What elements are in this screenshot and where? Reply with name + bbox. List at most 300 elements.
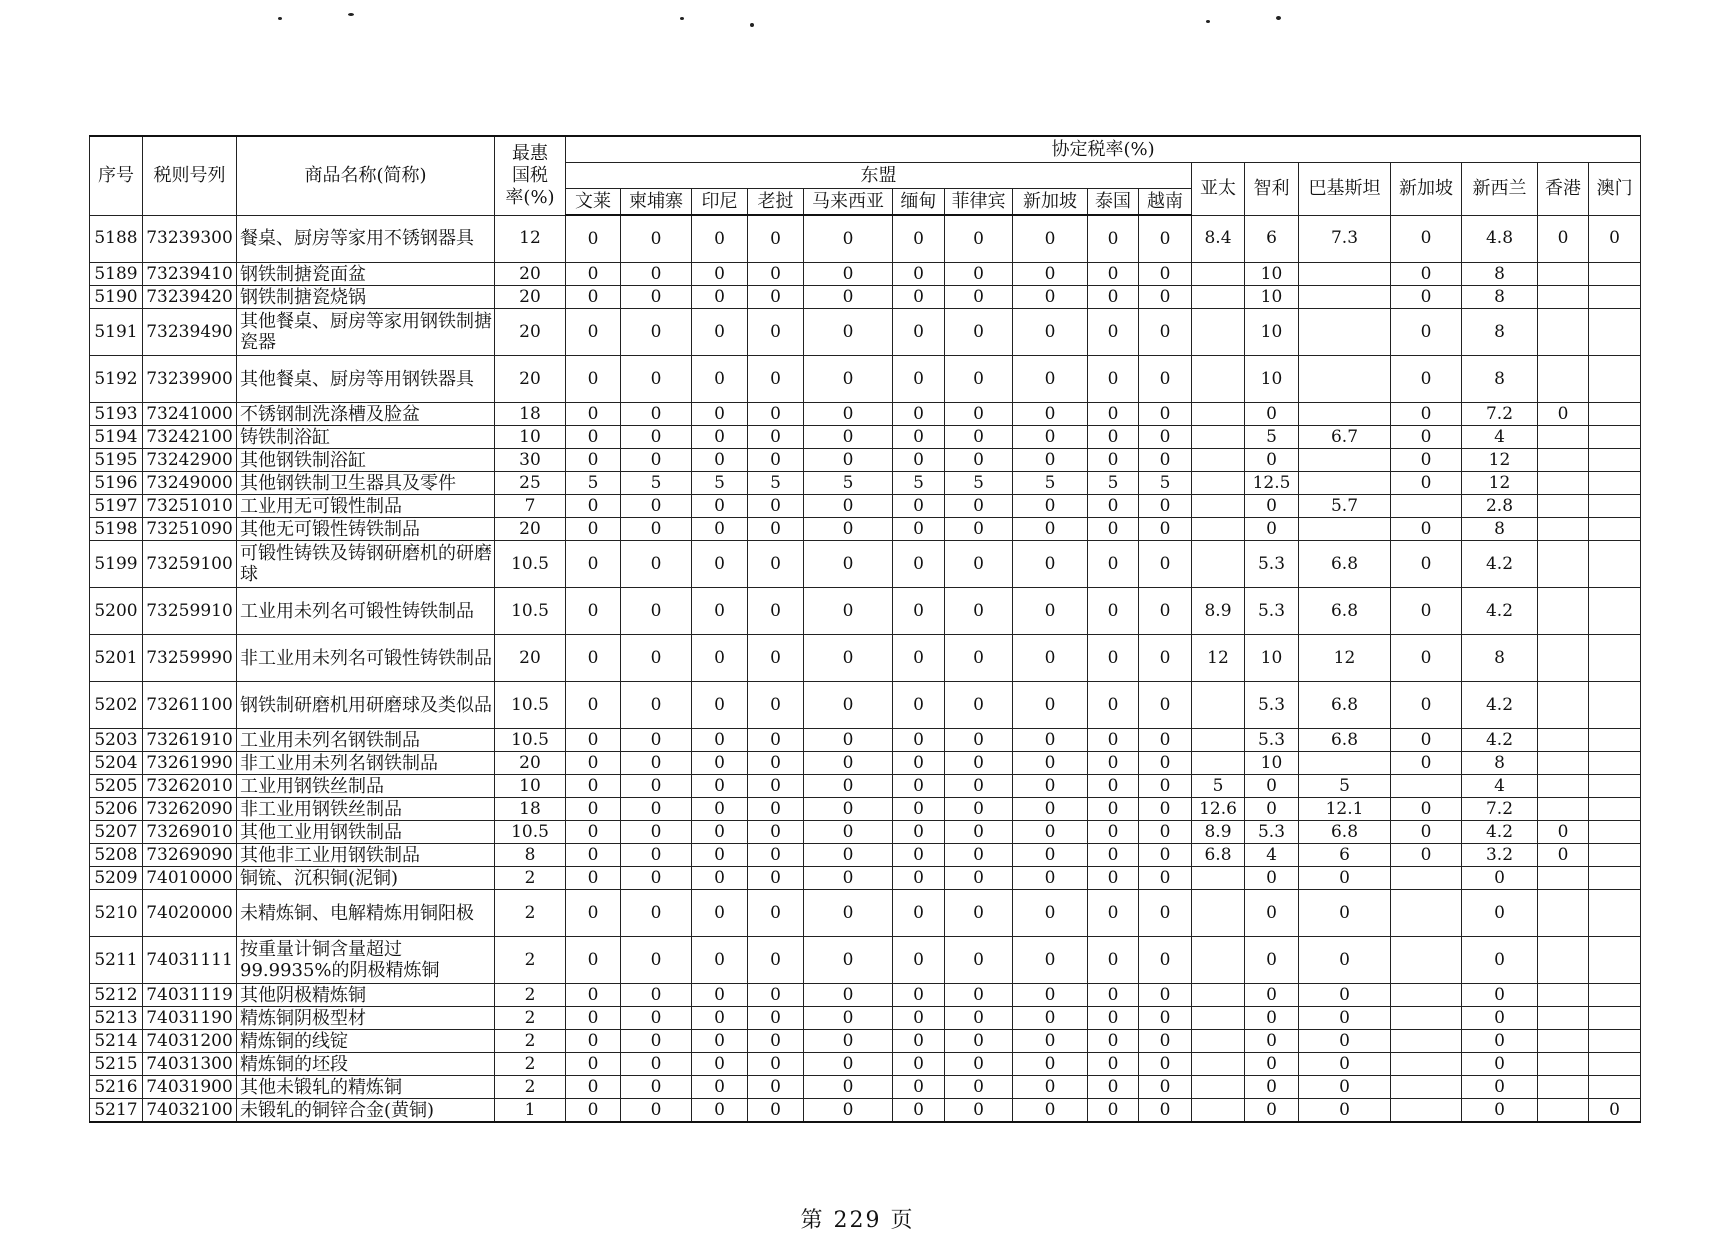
cell-asean-rate: 0 bbox=[945, 403, 1013, 426]
cell-asean-rate: 0 bbox=[804, 984, 893, 1007]
cell-asean-rate: 0 bbox=[804, 937, 893, 984]
cell-other-rate: 0 bbox=[1391, 472, 1462, 495]
cell-mfn: 20 bbox=[495, 752, 566, 775]
cell-code: 73262010 bbox=[143, 775, 237, 798]
cell-asean-rate: 0 bbox=[621, 890, 692, 937]
cell-asean-rate: 0 bbox=[893, 309, 945, 356]
cell-asean-rate: 0 bbox=[1088, 1099, 1139, 1123]
cell-asean-rate: 0 bbox=[893, 682, 945, 729]
scan-speck bbox=[1276, 16, 1281, 20]
cell-asean-rate: 0 bbox=[566, 495, 621, 518]
cell-other-rate bbox=[1192, 1007, 1245, 1030]
cell-seq: 5203 bbox=[90, 729, 143, 752]
cell-asean-rate: 0 bbox=[893, 1076, 945, 1099]
cell-asean-rate: 5 bbox=[621, 472, 692, 495]
cell-other-rate bbox=[1589, 682, 1641, 729]
cell-other-rate: 12 bbox=[1299, 635, 1391, 682]
cell-seq: 5202 bbox=[90, 682, 143, 729]
cell-asean-rate: 0 bbox=[804, 798, 893, 821]
cell-asean-rate: 5 bbox=[1013, 472, 1088, 495]
cell-mfn: 10.5 bbox=[495, 729, 566, 752]
cell-asean-rate: 0 bbox=[566, 1007, 621, 1030]
cell-other-rate: 0 bbox=[1462, 1007, 1538, 1030]
cell-other-rate: 8.9 bbox=[1192, 821, 1245, 844]
cell-asean-rate: 0 bbox=[893, 403, 945, 426]
header-row bbox=[90, 136, 1641, 163]
cell-name: 其他未锻轧的精炼铜 bbox=[237, 1076, 495, 1099]
cell-name: 未锻轧的铜锌合金(黄铜) bbox=[237, 1099, 495, 1123]
cell-other-rate: 0 bbox=[1391, 682, 1462, 729]
cell-asean-rate: 0 bbox=[692, 1099, 748, 1123]
cell-asean-rate: 0 bbox=[893, 263, 945, 286]
cell-mfn: 2 bbox=[495, 1053, 566, 1076]
cell-asean-rate: 0 bbox=[893, 775, 945, 798]
cell-name: 按重量计铜含量超过99.9935%的阴极精炼铜 bbox=[237, 937, 495, 984]
table-row bbox=[90, 449, 1641, 472]
cell-name: 其他钢铁制卫生器具及零件 bbox=[237, 472, 495, 495]
cell-other-rate: 8 bbox=[1462, 356, 1538, 403]
cell-asean-rate: 0 bbox=[1088, 518, 1139, 541]
cell-asean-rate: 0 bbox=[1013, 1030, 1088, 1053]
cell-asean-rate: 0 bbox=[692, 403, 748, 426]
cell-asean-rate: 0 bbox=[566, 403, 621, 426]
cell-asean-rate: 0 bbox=[1139, 403, 1192, 426]
cell-asean-rate: 0 bbox=[566, 356, 621, 403]
cell-other-rate bbox=[1391, 495, 1462, 518]
cell-other-rate: 7.2 bbox=[1462, 798, 1538, 821]
cell-asean-rate: 0 bbox=[1088, 1030, 1139, 1053]
cell-asean-rate: 0 bbox=[804, 263, 893, 286]
cell-asean-rate: 0 bbox=[1088, 1053, 1139, 1076]
cell-seq: 5212 bbox=[90, 984, 143, 1007]
cell-seq: 5198 bbox=[90, 518, 143, 541]
col-header-seq: 序号 bbox=[90, 136, 143, 215]
cell-asean-rate: 0 bbox=[1139, 1053, 1192, 1076]
cell-other-rate: 5.7 bbox=[1299, 495, 1391, 518]
cell-asean-rate: 0 bbox=[1088, 263, 1139, 286]
cell-other-rate: 8 bbox=[1462, 518, 1538, 541]
cell-other-rate bbox=[1192, 403, 1245, 426]
cell-name: 精炼铜阴极型材 bbox=[237, 1007, 495, 1030]
cell-other-rate bbox=[1192, 867, 1245, 890]
cell-asean-rate: 0 bbox=[748, 752, 804, 775]
cell-asean-rate: 0 bbox=[621, 426, 692, 449]
cell-asean-rate: 0 bbox=[804, 729, 893, 752]
cell-other-rate bbox=[1299, 263, 1391, 286]
cell-asean-rate: 0 bbox=[621, 518, 692, 541]
table-row bbox=[90, 937, 1641, 984]
cell-asean-rate: 0 bbox=[893, 588, 945, 635]
table-row bbox=[90, 309, 1641, 356]
cell-other-rate: 0 bbox=[1462, 1053, 1538, 1076]
cell-asean-rate: 0 bbox=[945, 867, 1013, 890]
cell-asean-rate: 0 bbox=[748, 356, 804, 403]
cell-asean-rate: 0 bbox=[1088, 798, 1139, 821]
cell-name: 铜锍、沉积铜(泥铜) bbox=[237, 867, 495, 890]
cell-other-rate: 0 bbox=[1391, 426, 1462, 449]
cell-seq: 5209 bbox=[90, 867, 143, 890]
cell-name: 其他非工业用钢铁制品 bbox=[237, 844, 495, 867]
cell-other-rate: 5.3 bbox=[1245, 588, 1299, 635]
cell-other-rate bbox=[1299, 309, 1391, 356]
scan-speck bbox=[750, 23, 754, 27]
cell-asean-rate: 0 bbox=[621, 821, 692, 844]
cell-asean-rate: 0 bbox=[621, 937, 692, 984]
cell-code: 73239420 bbox=[143, 286, 237, 309]
table-row bbox=[90, 518, 1641, 541]
col-header-asean-country: 柬埔寨 bbox=[621, 189, 692, 216]
cell-asean-rate: 0 bbox=[1013, 541, 1088, 588]
cell-other-rate bbox=[1538, 356, 1589, 403]
cell-asean-rate: 0 bbox=[748, 518, 804, 541]
cell-other-rate bbox=[1589, 1076, 1641, 1099]
cell-asean-rate: 0 bbox=[1088, 867, 1139, 890]
cell-other-rate: 0 bbox=[1299, 1076, 1391, 1099]
cell-asean-rate: 0 bbox=[1013, 286, 1088, 309]
cell-asean-rate: 0 bbox=[893, 286, 945, 309]
cell-asean-rate: 0 bbox=[1088, 588, 1139, 635]
cell-asean-rate: 0 bbox=[566, 1030, 621, 1053]
cell-asean-rate: 0 bbox=[692, 286, 748, 309]
table-row bbox=[90, 403, 1641, 426]
cell-other-rate bbox=[1538, 588, 1589, 635]
cell-asean-rate: 0 bbox=[893, 1007, 945, 1030]
cell-asean-rate: 0 bbox=[692, 635, 748, 682]
col-header-asean-country: 印尼 bbox=[692, 189, 748, 216]
cell-mfn: 20 bbox=[495, 309, 566, 356]
cell-asean-rate: 0 bbox=[748, 449, 804, 472]
col-header-asean-country: 菲律宾 bbox=[945, 189, 1013, 216]
cell-asean-rate: 0 bbox=[621, 1099, 692, 1123]
cell-other-rate bbox=[1391, 1007, 1462, 1030]
cell-other-rate bbox=[1391, 937, 1462, 984]
cell-seq: 5207 bbox=[90, 821, 143, 844]
cell-other-rate bbox=[1538, 937, 1589, 984]
cell-asean-rate: 0 bbox=[945, 356, 1013, 403]
cell-asean-rate: 5 bbox=[692, 472, 748, 495]
cell-code: 74020000 bbox=[143, 890, 237, 937]
cell-other-rate bbox=[1192, 984, 1245, 1007]
cell-asean-rate: 0 bbox=[692, 309, 748, 356]
cell-asean-rate: 0 bbox=[566, 844, 621, 867]
cell-asean-rate: 0 bbox=[804, 867, 893, 890]
cell-asean-rate: 0 bbox=[566, 890, 621, 937]
cell-other-rate: 0 bbox=[1299, 1053, 1391, 1076]
cell-asean-rate: 0 bbox=[692, 426, 748, 449]
cell-other-rate: 0 bbox=[1391, 449, 1462, 472]
cell-asean-rate: 0 bbox=[945, 798, 1013, 821]
cell-asean-rate: 0 bbox=[692, 798, 748, 821]
col-header-asean-country: 马来西亚 bbox=[804, 189, 893, 216]
cell-asean-rate: 0 bbox=[1088, 984, 1139, 1007]
cell-asean-rate: 0 bbox=[1013, 635, 1088, 682]
cell-asean-rate: 0 bbox=[1139, 215, 1192, 263]
cell-asean-rate: 0 bbox=[1139, 286, 1192, 309]
cell-asean-rate: 0 bbox=[748, 1053, 804, 1076]
cell-other-rate bbox=[1192, 1099, 1245, 1123]
cell-asean-rate: 0 bbox=[945, 775, 1013, 798]
cell-asean-rate: 0 bbox=[621, 867, 692, 890]
cell-asean-rate: 0 bbox=[893, 844, 945, 867]
cell-other-rate bbox=[1192, 752, 1245, 775]
cell-other-rate bbox=[1192, 518, 1245, 541]
cell-name: 非工业用钢铁丝制品 bbox=[237, 798, 495, 821]
cell-other-rate: 0 bbox=[1391, 541, 1462, 588]
cell-other-rate bbox=[1192, 495, 1245, 518]
cell-other-rate: 0 bbox=[1538, 821, 1589, 844]
cell-other-rate: 8 bbox=[1462, 286, 1538, 309]
cell-asean-rate: 0 bbox=[1013, 937, 1088, 984]
cell-name: 非工业用未列名钢铁制品 bbox=[237, 752, 495, 775]
cell-asean-rate: 0 bbox=[804, 495, 893, 518]
cell-other-rate bbox=[1589, 495, 1641, 518]
col-header-mfn-label: 最惠国税率(%) bbox=[505, 142, 555, 208]
cell-code: 73242100 bbox=[143, 426, 237, 449]
cell-asean-rate: 0 bbox=[621, 403, 692, 426]
cell-asean-rate: 0 bbox=[893, 426, 945, 449]
cell-asean-rate: 0 bbox=[1139, 1007, 1192, 1030]
cell-asean-rate: 0 bbox=[621, 215, 692, 263]
cell-asean-rate: 0 bbox=[692, 588, 748, 635]
cell-other-rate bbox=[1192, 729, 1245, 752]
table-row bbox=[90, 867, 1641, 890]
table-row bbox=[90, 588, 1641, 635]
cell-asean-rate: 0 bbox=[1013, 449, 1088, 472]
cell-asean-rate: 0 bbox=[1088, 215, 1139, 263]
table-row bbox=[90, 356, 1641, 403]
cell-other-rate bbox=[1589, 775, 1641, 798]
cell-other-rate bbox=[1589, 844, 1641, 867]
cell-code: 73269010 bbox=[143, 821, 237, 844]
cell-asean-rate: 0 bbox=[804, 215, 893, 263]
cell-other-rate bbox=[1538, 426, 1589, 449]
cell-seq: 5190 bbox=[90, 286, 143, 309]
cell-code: 74031900 bbox=[143, 1076, 237, 1099]
cell-asean-rate: 0 bbox=[1013, 1007, 1088, 1030]
cell-asean-rate: 0 bbox=[621, 588, 692, 635]
col-header-other: 澳门 bbox=[1589, 163, 1641, 216]
cell-other-rate: 0 bbox=[1462, 1099, 1538, 1123]
cell-asean-rate: 0 bbox=[804, 449, 893, 472]
cell-asean-rate: 0 bbox=[621, 775, 692, 798]
cell-asean-rate: 0 bbox=[748, 1007, 804, 1030]
table-row bbox=[90, 798, 1641, 821]
cell-code: 73239410 bbox=[143, 263, 237, 286]
cell-code: 74031300 bbox=[143, 1053, 237, 1076]
cell-code: 73261100 bbox=[143, 682, 237, 729]
cell-asean-rate: 0 bbox=[893, 1053, 945, 1076]
cell-asean-rate: 0 bbox=[804, 1099, 893, 1123]
cell-asean-rate: 0 bbox=[1013, 1099, 1088, 1123]
cell-asean-rate: 0 bbox=[748, 890, 804, 937]
cell-asean-rate: 0 bbox=[748, 588, 804, 635]
cell-seq: 5210 bbox=[90, 890, 143, 937]
cell-other-rate: 4.8 bbox=[1462, 215, 1538, 263]
cell-other-rate bbox=[1391, 1053, 1462, 1076]
cell-other-rate: 6.8 bbox=[1192, 844, 1245, 867]
cell-other-rate: 0 bbox=[1245, 1030, 1299, 1053]
cell-other-rate bbox=[1299, 356, 1391, 403]
cell-other-rate: 0 bbox=[1245, 890, 1299, 937]
cell-other-rate bbox=[1391, 890, 1462, 937]
cell-other-rate: 0 bbox=[1391, 403, 1462, 426]
cell-other-rate: 0 bbox=[1299, 984, 1391, 1007]
cell-other-rate bbox=[1192, 356, 1245, 403]
cell-code: 73262090 bbox=[143, 798, 237, 821]
cell-other-rate bbox=[1589, 286, 1641, 309]
cell-other-rate bbox=[1589, 309, 1641, 356]
cell-name: 工业用未列名钢铁制品 bbox=[237, 729, 495, 752]
cell-name: 可锻性铸铁及铸钢研磨机的研磨球 bbox=[237, 541, 495, 588]
table-row bbox=[90, 752, 1641, 775]
cell-other-rate bbox=[1538, 1007, 1589, 1030]
cell-asean-rate: 0 bbox=[804, 1007, 893, 1030]
cell-asean-rate: 0 bbox=[748, 821, 804, 844]
cell-asean-rate: 0 bbox=[945, 309, 1013, 356]
cell-asean-rate: 0 bbox=[804, 890, 893, 937]
cell-asean-rate: 0 bbox=[804, 775, 893, 798]
cell-asean-rate: 0 bbox=[1088, 403, 1139, 426]
cell-code: 74032100 bbox=[143, 1099, 237, 1123]
cell-asean-rate: 0 bbox=[692, 1053, 748, 1076]
cell-asean-rate: 0 bbox=[748, 1076, 804, 1099]
cell-asean-rate: 0 bbox=[1139, 1030, 1192, 1053]
cell-other-rate bbox=[1299, 449, 1391, 472]
cell-seq: 5214 bbox=[90, 1030, 143, 1053]
cell-other-rate: 0 bbox=[1245, 518, 1299, 541]
cell-seq: 5215 bbox=[90, 1053, 143, 1076]
cell-other-rate: 0 bbox=[1391, 263, 1462, 286]
cell-other-rate bbox=[1299, 752, 1391, 775]
cell-asean-rate: 0 bbox=[804, 426, 893, 449]
cell-other-rate: 8.4 bbox=[1192, 215, 1245, 263]
cell-asean-rate: 0 bbox=[893, 890, 945, 937]
cell-asean-rate: 0 bbox=[621, 984, 692, 1007]
cell-asean-rate: 0 bbox=[1088, 775, 1139, 798]
cell-name: 非工业用未列名可锻性铸铁制品 bbox=[237, 635, 495, 682]
cell-asean-rate: 0 bbox=[692, 729, 748, 752]
col-header-other: 香港 bbox=[1538, 163, 1589, 216]
cell-name: 其他钢铁制浴缸 bbox=[237, 449, 495, 472]
cell-asean-rate: 0 bbox=[566, 541, 621, 588]
col-header-asean-country: 缅甸 bbox=[893, 189, 945, 216]
cell-asean-rate: 0 bbox=[621, 752, 692, 775]
cell-name: 其他餐桌、厨房等家用钢铁制搪瓷器 bbox=[237, 309, 495, 356]
cell-asean-rate: 0 bbox=[1139, 798, 1192, 821]
cell-other-rate: 0 bbox=[1245, 403, 1299, 426]
cell-asean-rate: 0 bbox=[1013, 844, 1088, 867]
cell-asean-rate: 0 bbox=[692, 844, 748, 867]
cell-other-rate: 0 bbox=[1391, 635, 1462, 682]
cell-asean-rate: 0 bbox=[748, 682, 804, 729]
col-header-asean-country: 文莱 bbox=[566, 189, 621, 216]
cell-other-rate: 5.3 bbox=[1245, 682, 1299, 729]
cell-mfn: 2 bbox=[495, 1030, 566, 1053]
cell-mfn: 2 bbox=[495, 1076, 566, 1099]
cell-asean-rate: 0 bbox=[1088, 890, 1139, 937]
table-row bbox=[90, 890, 1641, 937]
cell-seq: 5192 bbox=[90, 356, 143, 403]
cell-asean-rate: 0 bbox=[621, 1007, 692, 1030]
cell-other-rate: 0 bbox=[1245, 798, 1299, 821]
col-header-asean-country: 新加坡 bbox=[1013, 189, 1088, 216]
cell-other-rate bbox=[1589, 449, 1641, 472]
cell-name: 精炼铜的坯段 bbox=[237, 1053, 495, 1076]
cell-asean-rate: 0 bbox=[692, 449, 748, 472]
cell-asean-rate: 0 bbox=[748, 286, 804, 309]
cell-asean-rate: 0 bbox=[893, 798, 945, 821]
cell-asean-rate: 0 bbox=[566, 752, 621, 775]
cell-name: 其他无可锻性铸铁制品 bbox=[237, 518, 495, 541]
cell-asean-rate: 0 bbox=[692, 937, 748, 984]
cell-asean-rate: 0 bbox=[1013, 752, 1088, 775]
cell-asean-rate: 0 bbox=[893, 215, 945, 263]
cell-other-rate bbox=[1391, 1030, 1462, 1053]
cell-other-rate bbox=[1391, 984, 1462, 1007]
cell-other-rate: 6.8 bbox=[1299, 682, 1391, 729]
cell-asean-rate: 0 bbox=[893, 984, 945, 1007]
cell-mfn: 20 bbox=[495, 518, 566, 541]
cell-asean-rate: 0 bbox=[621, 495, 692, 518]
col-header-asean: 东盟 bbox=[566, 163, 1192, 189]
cell-other-rate: 0 bbox=[1245, 1076, 1299, 1099]
cell-asean-rate: 0 bbox=[893, 1030, 945, 1053]
cell-other-rate bbox=[1192, 263, 1245, 286]
cell-mfn: 20 bbox=[495, 635, 566, 682]
cell-other-rate bbox=[1192, 449, 1245, 472]
cell-asean-rate: 0 bbox=[945, 937, 1013, 984]
col-header-mfn bbox=[495, 136, 566, 215]
cell-asean-rate: 0 bbox=[1139, 821, 1192, 844]
cell-other-rate: 4.2 bbox=[1462, 729, 1538, 752]
cell-asean-rate: 0 bbox=[748, 541, 804, 588]
cell-asean-rate: 0 bbox=[1088, 309, 1139, 356]
cell-asean-rate: 0 bbox=[748, 263, 804, 286]
cell-asean-rate: 0 bbox=[893, 729, 945, 752]
cell-asean-rate: 0 bbox=[1013, 215, 1088, 263]
cell-asean-rate: 0 bbox=[692, 518, 748, 541]
cell-asean-rate: 0 bbox=[804, 1053, 893, 1076]
cell-other-rate: 6 bbox=[1245, 215, 1299, 263]
cell-other-rate: 0 bbox=[1299, 890, 1391, 937]
cell-asean-rate: 0 bbox=[748, 1030, 804, 1053]
cell-asean-rate: 0 bbox=[893, 449, 945, 472]
cell-asean-rate: 0 bbox=[1088, 844, 1139, 867]
cell-code: 73259990 bbox=[143, 635, 237, 682]
table-row bbox=[90, 984, 1641, 1007]
cell-other-rate: 6.7 bbox=[1299, 426, 1391, 449]
cell-asean-rate: 0 bbox=[945, 729, 1013, 752]
table-row bbox=[90, 821, 1641, 844]
cell-asean-rate: 0 bbox=[748, 984, 804, 1007]
cell-asean-rate: 0 bbox=[566, 449, 621, 472]
cell-asean-rate: 0 bbox=[1013, 1076, 1088, 1099]
cell-other-rate: 5.3 bbox=[1245, 541, 1299, 588]
cell-other-rate bbox=[1589, 867, 1641, 890]
cell-asean-rate: 0 bbox=[1013, 1053, 1088, 1076]
cell-other-rate: 3.2 bbox=[1462, 844, 1538, 867]
cell-other-rate: 10 bbox=[1245, 263, 1299, 286]
cell-mfn: 18 bbox=[495, 403, 566, 426]
table-row bbox=[90, 1030, 1641, 1053]
scan-speck bbox=[278, 17, 282, 20]
cell-name: 餐桌、厨房等家用不锈钢器具 bbox=[237, 215, 495, 263]
cell-asean-rate: 0 bbox=[692, 752, 748, 775]
cell-asean-rate: 0 bbox=[945, 1007, 1013, 1030]
col-header-name: 商品名称(简称) bbox=[237, 136, 495, 215]
cell-asean-rate: 0 bbox=[692, 1076, 748, 1099]
cell-other-rate: 0 bbox=[1299, 1007, 1391, 1030]
